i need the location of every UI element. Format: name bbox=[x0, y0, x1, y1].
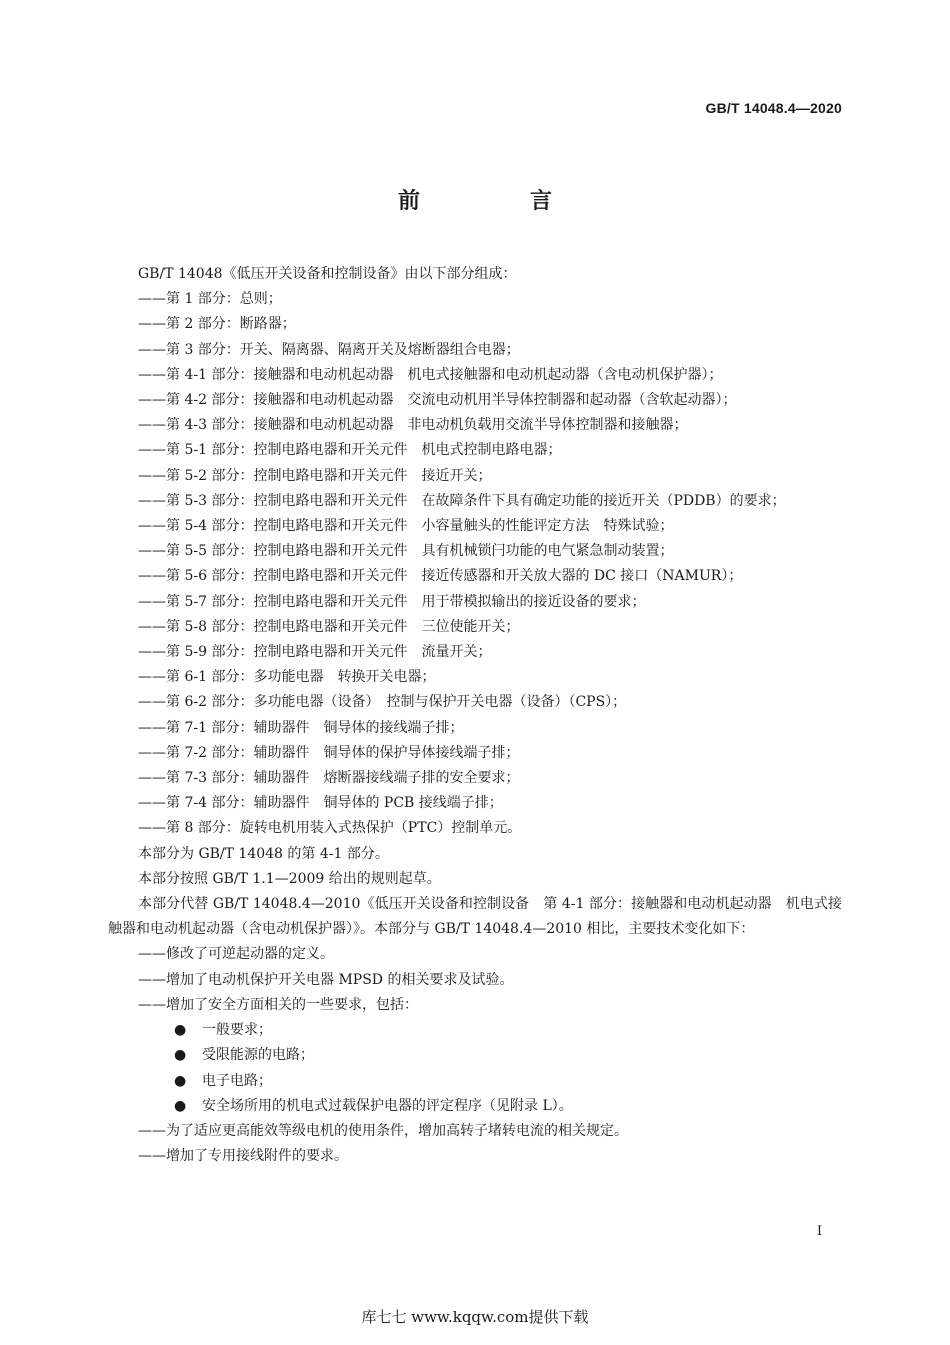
bullet-dot-icon: ● bbox=[174, 1022, 187, 1039]
part-item: ——第 1 部分：总则； bbox=[138, 291, 282, 308]
part-item: ——第 5-1 部分：控制电路电器和开关元件 机电式控制电路电器； bbox=[138, 442, 562, 459]
statement-replacement: 本部分代替 GB/T 14048.4—2010《低压开关设备和控制设备 第 4-1 部分：接触器和电动机起动器 机电式接触器和电动机起动器（含电动机保护器）》。本部分与 GB/T 14048.4—2010 相比，主要技术变化如下： bbox=[108, 896, 842, 938]
part-item: ——第 5-9 部分：控制电路电器和开关元件 流量开关； bbox=[138, 644, 492, 661]
part-item: ——第 8 部分：旋转电机用装入式热保护（PTC）控制单元。 bbox=[138, 820, 522, 837]
bullet-text: 受限能源的电路； bbox=[202, 1047, 314, 1064]
part-item: ——第 6-1 部分：多功能电器 转换开关电器； bbox=[138, 669, 436, 686]
bullet-item bbox=[108, 1094, 842, 1119]
part-item: ——第 4-3 部分：接触器和电动机起动器 非电动机负载用交流半导体控制器和接触器； bbox=[138, 417, 688, 434]
document-body bbox=[108, 262, 842, 1169]
part-item: ——第 5-8 部分：控制电路电器和开关元件 三位使能开关； bbox=[138, 618, 520, 635]
part-item: ——第 5-2 部分：控制电路电器和开关元件 接近开关； bbox=[138, 467, 492, 484]
part-item: ——第 5-7 部分：控制电路电器和开关元件 用于带模拟输出的接近设备的要求； bbox=[138, 593, 646, 610]
change-item: ——增加了安全方面相关的一些要求，包括： bbox=[138, 996, 418, 1013]
part-item: ——第 6-2 部分：多功能电器（设备） 控制与保护开关电器（设备）（CPS）； bbox=[138, 694, 627, 711]
statement-part-number: 本部分为 GB/T 14048 的第 4-1 部分。 bbox=[138, 845, 389, 862]
part-item: ——第 5-3 部分：控制电路电器和开关元件 在故障条件下具有确定功能的接近开关（PDDB）的要求； bbox=[138, 492, 786, 509]
bullet-text: 一般要求； bbox=[202, 1022, 272, 1039]
bullet-dot-icon: ● bbox=[174, 1097, 187, 1114]
part-item: ——第 7-2 部分：辅助器件 铜导体的保护导体接线端子排； bbox=[138, 744, 520, 761]
change-item: ——修改了可逆起动器的定义。 bbox=[138, 946, 334, 963]
change-item: ——增加了电动机保护开关电器 MPSD 的相关要求及试验。 bbox=[138, 971, 514, 988]
part-item: ——第 5-6 部分：控制电路电器和开关元件 接近传感器和开关放大器的 DC 接口（NAMUR）； bbox=[138, 568, 743, 585]
part-item: ——第 7-4 部分：辅助器件 铜导体的 PCB 接线端子排； bbox=[138, 795, 503, 812]
part-item: ——第 4-2 部分：接触器和电动机起动器 交流电动机用半导体控制器和起动器（含软起动器）； bbox=[138, 392, 737, 409]
part-item: ——第 7-1 部分：辅助器件 铜导体的接线端子排； bbox=[138, 719, 464, 736]
page-title: 前 言 bbox=[397, 189, 596, 214]
change-item: ——为了适应更高能效等级电机的使用条件，增加高转子堵转电流的相关规定。 bbox=[138, 1122, 628, 1139]
part-item: ——第 5-5 部分：控制电路电器和开关元件 具有机械锁闩功能的电气紧急制动装置； bbox=[138, 543, 674, 560]
part-item: ——第 4-1 部分：接触器和电动机起动器 机电式接触器和电动机起动器（含电动机保护器）； bbox=[138, 366, 723, 383]
bullet-item bbox=[108, 1043, 842, 1068]
bullet-dot-icon: ● bbox=[174, 1072, 187, 1089]
statement-drafting-rules: 本部分按照 GB/T 1.1—2009 给出的规则起草。 bbox=[138, 870, 441, 887]
bullet-item bbox=[108, 1018, 842, 1043]
page-number: I bbox=[816, 1224, 822, 1239]
part-item: ——第 7-3 部分：辅助器件 熔断器接线端子排的安全要求； bbox=[138, 770, 520, 787]
part-item: ——第 3 部分：开关、隔离器、隔离开关及熔断器组合电器； bbox=[138, 341, 520, 358]
bullet-text: 电子电路； bbox=[202, 1072, 272, 1089]
standard-number: GB/T 14048.4—2020 bbox=[705, 100, 842, 116]
download-footer: 库七七 www.kqqw.com提供下载 bbox=[361, 1308, 589, 1326]
part-item: ——第 5-4 部分：控制电路电器和开关元件 小容量触头的性能评定方法 特殊试验； bbox=[138, 518, 674, 535]
part-item: ——第 2 部分：断路器； bbox=[138, 316, 296, 333]
change-item: ——增加了专用接线附件的要求。 bbox=[138, 1148, 348, 1165]
bullet-dot-icon: ● bbox=[174, 1047, 187, 1064]
bullet-item bbox=[108, 1069, 842, 1094]
intro-text: GB/T 14048《低压开关设备和控制设备》由以下部分组成： bbox=[138, 266, 517, 282]
bullet-text: 安全场所用的机电式过载保护电器的评定程序（见附录 L）。 bbox=[202, 1097, 573, 1114]
